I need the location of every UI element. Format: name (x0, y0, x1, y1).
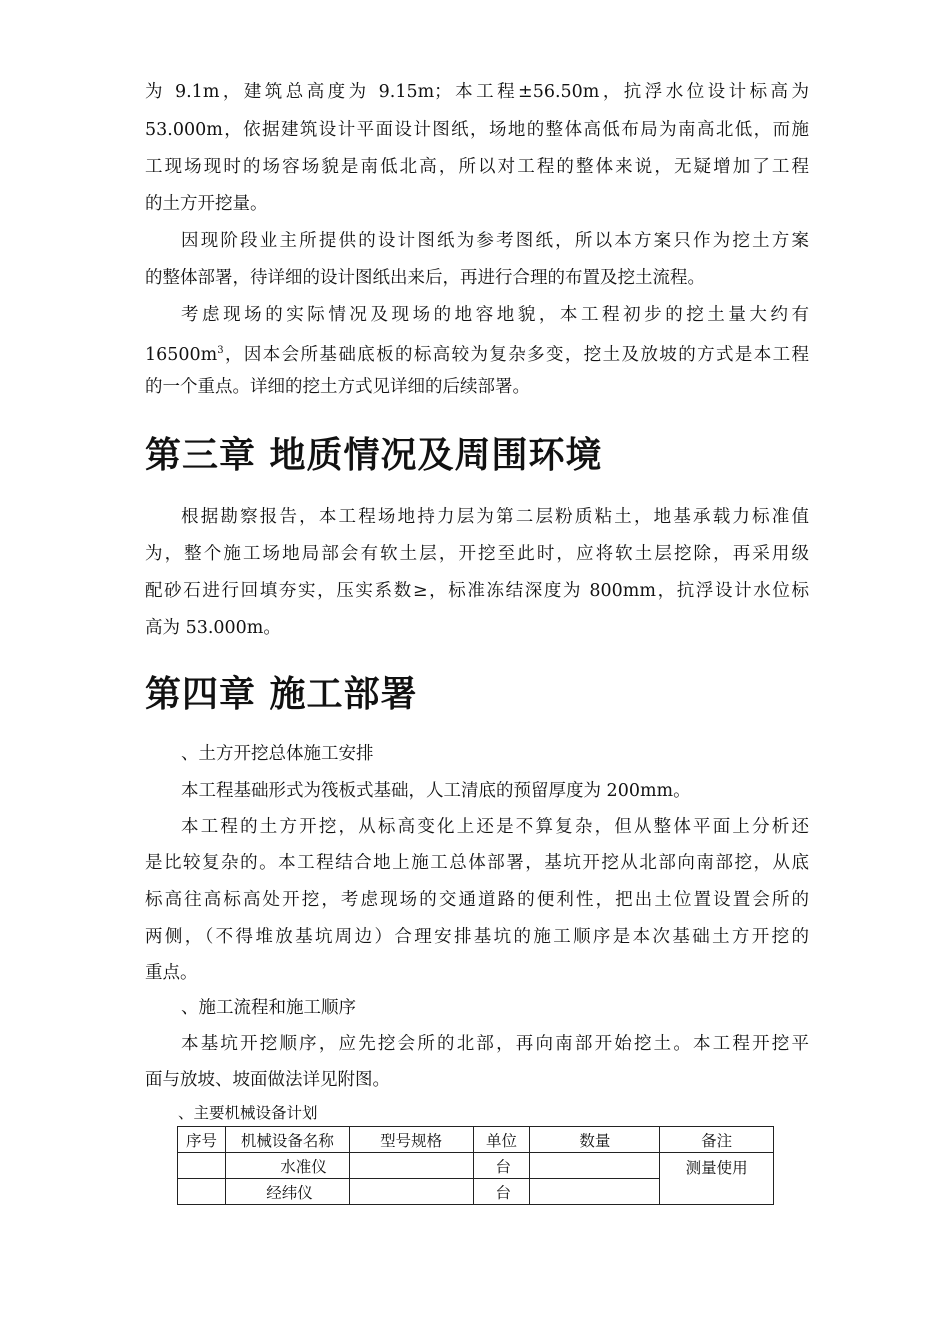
body-text-line: 面与放坡、坡面做法详见附图。 (145, 1070, 390, 1090)
body-text-line: 的一个重点。详细的挖土方式见详细的后续部署。 (145, 377, 530, 397)
cell-unit: 台 (473, 1153, 530, 1179)
cell-remark: 测量使用 (660, 1153, 774, 1205)
header-cell: 数量 (530, 1127, 660, 1153)
body-text-line: 因现阶段业主所提供的设计图纸为参考图纸，所以本方案只作为挖土方案 (181, 231, 809, 251)
volume-value: 16500m (145, 344, 218, 365)
body-text-line: 考虑现场的实际情况及现场的地容地貌，本工程初步的挖土量大约有 (181, 305, 809, 325)
cell-model (349, 1153, 473, 1179)
equipment-table (177, 1126, 774, 1205)
body-text-line: 53.000m，依据建筑设计平面设计图纸，场地的整体高低布局为南高北低，而施 (145, 120, 809, 140)
body-text-line: 为，整个施工场地局部会有软土层，开挖至此时，应将软土层挖除，再采用级 (145, 544, 809, 564)
chapter-3-heading: 第三章 地质情况及周围环境 (145, 435, 603, 476)
body-text-line: 是比较复杂的。本工程结合地上施工总体部署，基坑开挖从北部向南部挖，从底 (145, 853, 809, 873)
body-text-line: 本工程的土方开挖，从标高变化上还是不算复杂，但从整体平面上分析还 (181, 817, 809, 837)
body-text-line: 为 9.1m，建筑总高度为 9.15m；本工程±56.50m，抗浮水位设计标高为 (145, 82, 809, 102)
cell-equipment-name: 经纬仪 (225, 1179, 349, 1205)
section-title: 、施工流程和施工顺序 (181, 998, 356, 1018)
header-cell: 序号 (178, 1127, 226, 1153)
body-text-line: 工现场现时的场容场貌是南低北高，所以对工程的整体来说，无疑增加了工程 (145, 157, 809, 177)
section-title: 、土方开挖总体施工安排 (181, 744, 374, 764)
body-text-line: 本基坑开挖顺序，应先挖会所的北部，再向南部开始挖土。本工程开挖平 (181, 1034, 809, 1054)
header-cell: 机械设备名称 (225, 1127, 349, 1153)
cell-model (349, 1179, 473, 1205)
cell-equipment-name: 水准仪 (225, 1153, 349, 1179)
table-row (178, 1153, 774, 1179)
cell-unit: 台 (473, 1179, 530, 1205)
header-cell: 备注 (660, 1127, 774, 1153)
volume-unit-superscript: 3 (217, 345, 224, 356)
body-text-line: 根据勘察报告，本工程场地持力层为第二层粉质粘土，地基承载力标准值 (181, 507, 809, 527)
cell-no (178, 1179, 226, 1205)
body-text-line: 本工程基础形式为筏板式基础，人工清底的预留厚度为 200mm。 (181, 781, 691, 801)
body-text-line: 标高往高标高处开挖，考虑现场的交通道路的便利性，把出土位置设置会所的 (145, 890, 809, 910)
body-text-line: 配砂石进行回填夯实，压实系数≥，标准冻结深度为 800mm，抗浮设计水位标 (145, 581, 809, 601)
table-caption: 、主要机械设备计划 (178, 1104, 318, 1122)
cell-qty (530, 1179, 660, 1205)
body-text-line: 重点。 (145, 963, 198, 983)
body-text-fragment: ，因本会所基础底板的标高较为复杂多变，挖土及放坡的方式是本工程 (223, 344, 809, 365)
body-text-line: 两侧，（不得堆放基坑周边）合理安排基坑的施工顺序是本次基础土方开挖的 (145, 927, 809, 947)
cell-qty (530, 1153, 660, 1179)
cell-no (178, 1153, 226, 1179)
body-text-line: 高为 53.000m。 (145, 618, 281, 638)
table-header-row (178, 1127, 774, 1153)
chapter-4-heading: 第四章 施工部署 (145, 674, 418, 715)
header-cell: 单位 (473, 1127, 530, 1153)
body-text-line: 的土方开挖量。 (145, 194, 268, 214)
body-text-line: 的整体部署，待详细的设计图纸出来后，再进行合理的布置及挖土流程。 (145, 268, 705, 288)
header-cell: 型号规格 (349, 1127, 473, 1153)
body-text-line (145, 341, 809, 365)
